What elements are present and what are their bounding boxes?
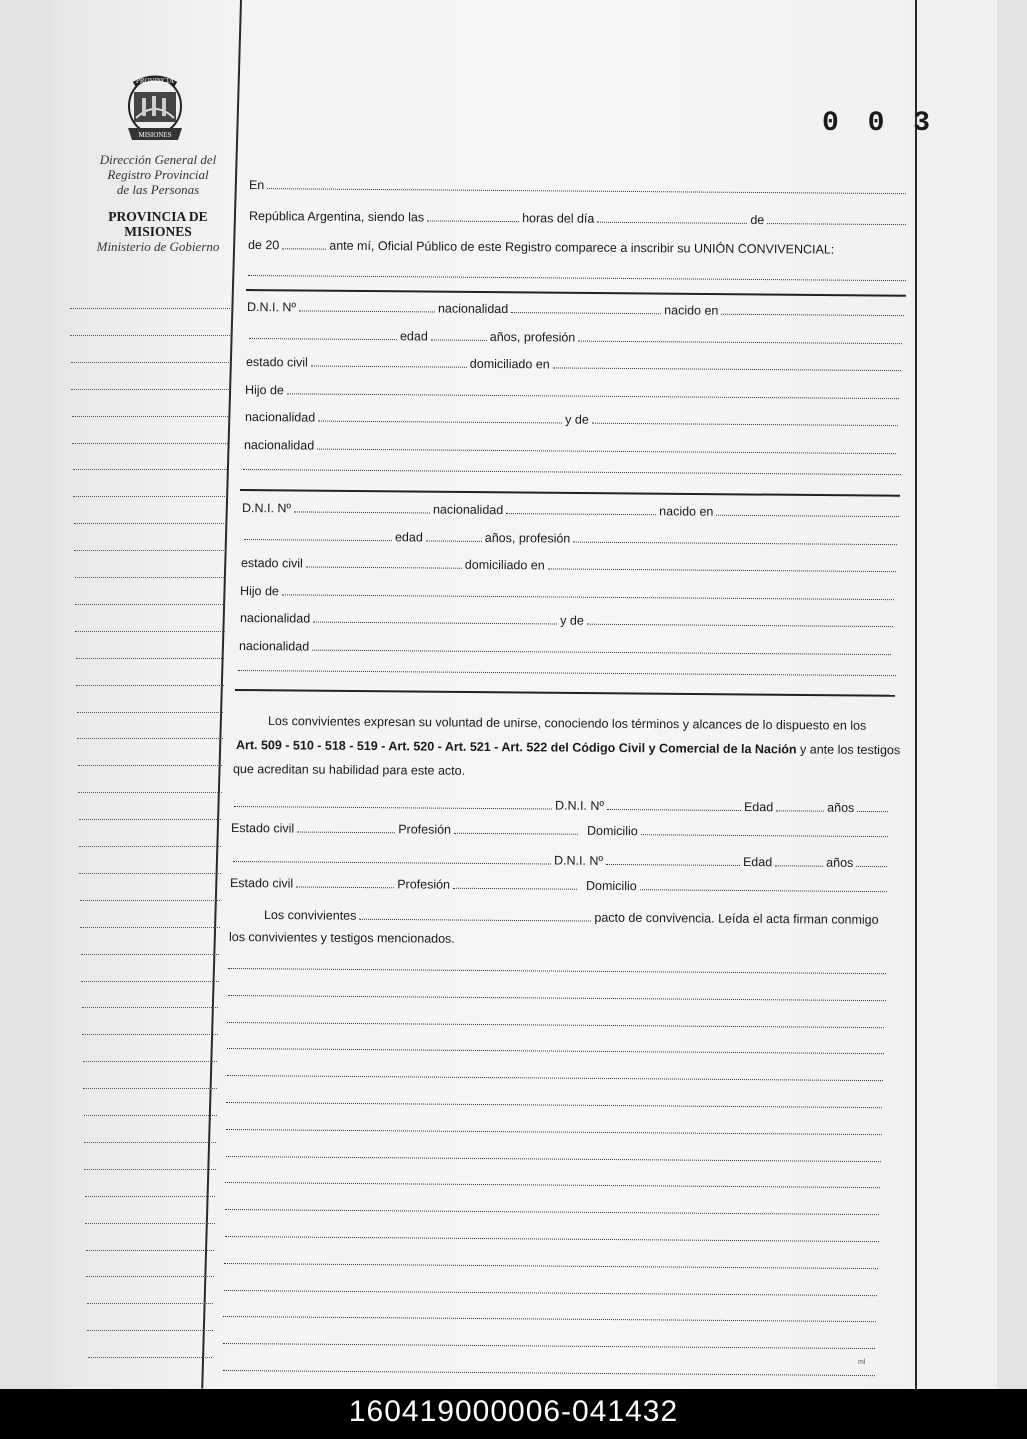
- office-line: Registro Provincial: [107, 167, 209, 182]
- office-line: Dirección General del: [99, 152, 217, 167]
- field-label: Edad: [743, 800, 774, 815]
- person-b-row: [240, 584, 897, 603]
- field-label: Estado civil: [229, 876, 294, 891]
- serial-number: 0 0 3: [822, 108, 937, 139]
- field-birthplace-cont[interactable]: [249, 328, 397, 340]
- closing-row: [264, 908, 884, 927]
- field-parent-2[interactable]: [586, 614, 892, 627]
- field-profession[interactable]: [574, 531, 898, 545]
- ministry-name: Ministerio de Gobierno: [96, 239, 220, 254]
- field-witness-name[interactable]: [233, 851, 551, 864]
- notes-line[interactable]: [226, 1102, 882, 1108]
- field-witness-age[interactable]: [776, 800, 824, 811]
- field-label: nacionalidad: [432, 502, 504, 518]
- notes-line[interactable]: [228, 995, 886, 1001]
- field-label: y de: [559, 613, 584, 628]
- person-b-blank-line[interactable]: [238, 670, 896, 676]
- field-en[interactable]: [267, 178, 906, 194]
- notes-line[interactable]: [223, 1370, 875, 1376]
- notes-line[interactable]: [227, 1075, 883, 1081]
- notes-line[interactable]: [223, 1316, 876, 1322]
- section-divider: [235, 689, 895, 697]
- notes-line[interactable]: [227, 1048, 884, 1054]
- notes-line[interactable]: [224, 1236, 878, 1242]
- crest-bottom-text: MISIONES: [138, 131, 172, 139]
- field-age[interactable]: [431, 329, 487, 340]
- field-birthplace-cont[interactable]: [244, 529, 392, 541]
- person-a-row: [247, 300, 907, 319]
- notes-line[interactable]: [226, 1156, 881, 1162]
- field-label: años, profesión: [490, 329, 576, 345]
- field-label: domiciliado en: [464, 557, 545, 573]
- field-label: nacionalidad: [238, 638, 310, 654]
- field-label: D.N.I. Nº: [241, 501, 292, 516]
- person-a-row: [245, 383, 902, 402]
- witness-row: [230, 851, 890, 870]
- person-a-blank-line[interactable]: [243, 469, 901, 475]
- declaration-line-2-tail: y ante los testigos: [800, 742, 901, 758]
- field-parent-1[interactable]: [287, 383, 899, 399]
- field-civil-status[interactable]: [311, 356, 467, 368]
- field-parent-2-nationality[interactable]: [317, 438, 896, 454]
- field-address[interactable]: [548, 558, 896, 572]
- field-nationality[interactable]: [506, 503, 656, 515]
- field-label: D.N.I. Nº: [554, 798, 605, 813]
- scan-id: 160419000006-041432: [348, 1395, 679, 1428]
- field-birthplace[interactable]: [721, 304, 904, 316]
- field-year[interactable]: [282, 238, 326, 249]
- field-witness-address[interactable]: [640, 879, 887, 892]
- field-label: Hijo de: [240, 583, 280, 598]
- label-republica: República Argentina, siendo las: [248, 209, 425, 225]
- field-parent-1-nationality[interactable]: [313, 612, 557, 625]
- field-label: años: [826, 855, 854, 870]
- field-parent-1[interactable]: [282, 584, 894, 600]
- notes-line[interactable]: [224, 1263, 878, 1269]
- field-label: Estado civil: [230, 821, 295, 836]
- field-civil-status[interactable]: [306, 557, 462, 569]
- person-a-row: [246, 328, 905, 347]
- field-label: estado civil: [245, 355, 308, 370]
- field-agreement[interactable]: [359, 909, 591, 922]
- field-age[interactable]: [426, 530, 482, 541]
- field-label: nacionalidad: [244, 410, 315, 425]
- field-label: años: [827, 800, 855, 815]
- field-witness-civil-status[interactable]: [297, 822, 395, 834]
- declaration-line-3: que acreditan su habilidad para este acto.: [232, 762, 466, 778]
- declaration-line-2: [236, 734, 900, 761]
- notes-line[interactable]: [223, 1343, 875, 1349]
- crest-top-text: PROVINCIA: [135, 77, 175, 85]
- field-label: nacionalidad: [243, 437, 315, 453]
- field-witness-civil-status[interactable]: [296, 877, 394, 889]
- notes-line[interactable]: [228, 968, 886, 974]
- intro-year-row: [248, 238, 908, 257]
- field-dni[interactable]: [294, 501, 430, 513]
- notes-line[interactable]: [227, 1022, 884, 1028]
- witness-row: [230, 876, 890, 895]
- field-witness-profession[interactable]: [454, 823, 578, 835]
- field-dni[interactable]: [299, 300, 435, 312]
- field-label: estado civil: [240, 556, 303, 571]
- person-a-row: [246, 355, 904, 374]
- field-label: Domicilio: [586, 823, 638, 839]
- field-nationality[interactable]: [511, 302, 661, 314]
- label-horas: horas del día: [522, 211, 595, 226]
- person-a-row: [245, 410, 901, 429]
- label-en: En: [248, 178, 265, 193]
- notes-line[interactable]: [225, 1182, 880, 1188]
- intro-en-row: [249, 178, 909, 197]
- field-witness-age[interactable]: [775, 855, 823, 866]
- field-month[interactable]: [767, 213, 906, 225]
- section-divider: [246, 289, 906, 297]
- person-b-row: [239, 639, 894, 658]
- person-b-row: [242, 501, 902, 520]
- province-name: PROVINCIA DE: [108, 209, 208, 224]
- person-a-row: [244, 438, 899, 457]
- field-witness-address[interactable]: [641, 824, 888, 837]
- field-label: Edad: [742, 855, 773, 870]
- intro-time-row: [249, 209, 909, 228]
- notes-line[interactable]: [224, 1290, 877, 1296]
- field-label: Hijo de: [245, 382, 285, 397]
- field-label: y de: [564, 412, 589, 427]
- person-b-row: [240, 611, 896, 630]
- section-divider: [240, 489, 900, 497]
- label-de: de: [750, 212, 765, 228]
- field-witness-age-tail[interactable]: [857, 801, 888, 812]
- office-line: de las Personas: [116, 182, 200, 197]
- field-birthplace[interactable]: [716, 505, 899, 517]
- field-label: edad: [400, 328, 429, 343]
- field-day[interactable]: [597, 212, 747, 224]
- field-label: Domicilio: [585, 878, 637, 894]
- field-label: D.N.I. Nº: [553, 853, 604, 868]
- witness-row: [231, 821, 891, 840]
- field-parent-1-nationality[interactable]: [318, 411, 562, 424]
- closing-line-2: los convivientes y testigos mencionados.: [228, 930, 455, 946]
- field-label: D.N.I. Nº: [246, 300, 297, 315]
- field-label: Profesión: [398, 822, 452, 837]
- field-label: nacionalidad: [239, 611, 310, 626]
- intro-blank-line[interactable]: [248, 275, 906, 281]
- label-de-20: de 20: [247, 238, 280, 253]
- label-ante-mi: ante mí, Oficial Público de este Registro comparece a inscribir su UNIÓN CONVIVENCIAL:: [329, 238, 835, 257]
- province-name-2: MISIONES: [124, 224, 192, 239]
- corner-mark: ml: [858, 1359, 866, 1366]
- legal-articles: Art. 509 - 510 - 518 - 519 - Art. 520 - Art. 521 - Art. 522 del Código Civil y Comercial de la Nación: [235, 738, 797, 757]
- field-label: domiciliado en: [469, 356, 550, 372]
- notes-line[interactable]: [226, 1129, 882, 1135]
- witness-row: [231, 796, 891, 815]
- label-convivientes: Los convivientes: [263, 908, 357, 923]
- field-parent-2[interactable]: [591, 413, 897, 426]
- field-label: nacido en: [664, 303, 719, 318]
- field-hours[interactable]: [427, 210, 519, 222]
- field-label: edad: [395, 529, 424, 544]
- field-parent-2-nationality[interactable]: [312, 639, 891, 655]
- person-b-row: [241, 529, 900, 548]
- field-label: Profesión: [397, 877, 451, 892]
- field-witness-dni[interactable]: [607, 799, 741, 811]
- field-address[interactable]: [553, 357, 901, 371]
- field-witness-profession[interactable]: [453, 878, 577, 890]
- field-witness-name[interactable]: [234, 796, 552, 809]
- declaration-line-1: Los convivientes expresan su voluntad de unirse, conociendo los términos y alcances de lo dispuesto en los: [267, 714, 867, 733]
- field-witness-dni[interactable]: [606, 854, 740, 866]
- field-witness-age-tail[interactable]: [856, 856, 887, 867]
- person-b-row: [241, 556, 899, 575]
- field-label: años, profesión: [485, 530, 571, 546]
- scan-id-bar: [0, 1389, 1027, 1439]
- label-pacto: pacto de convivencia. Leída el acta firman conmigo: [594, 910, 879, 927]
- field-label: nacionalidad: [437, 301, 509, 317]
- notes-line[interactable]: [225, 1209, 879, 1215]
- field-profession[interactable]: [579, 330, 903, 344]
- field-label: nacido en: [659, 504, 714, 519]
